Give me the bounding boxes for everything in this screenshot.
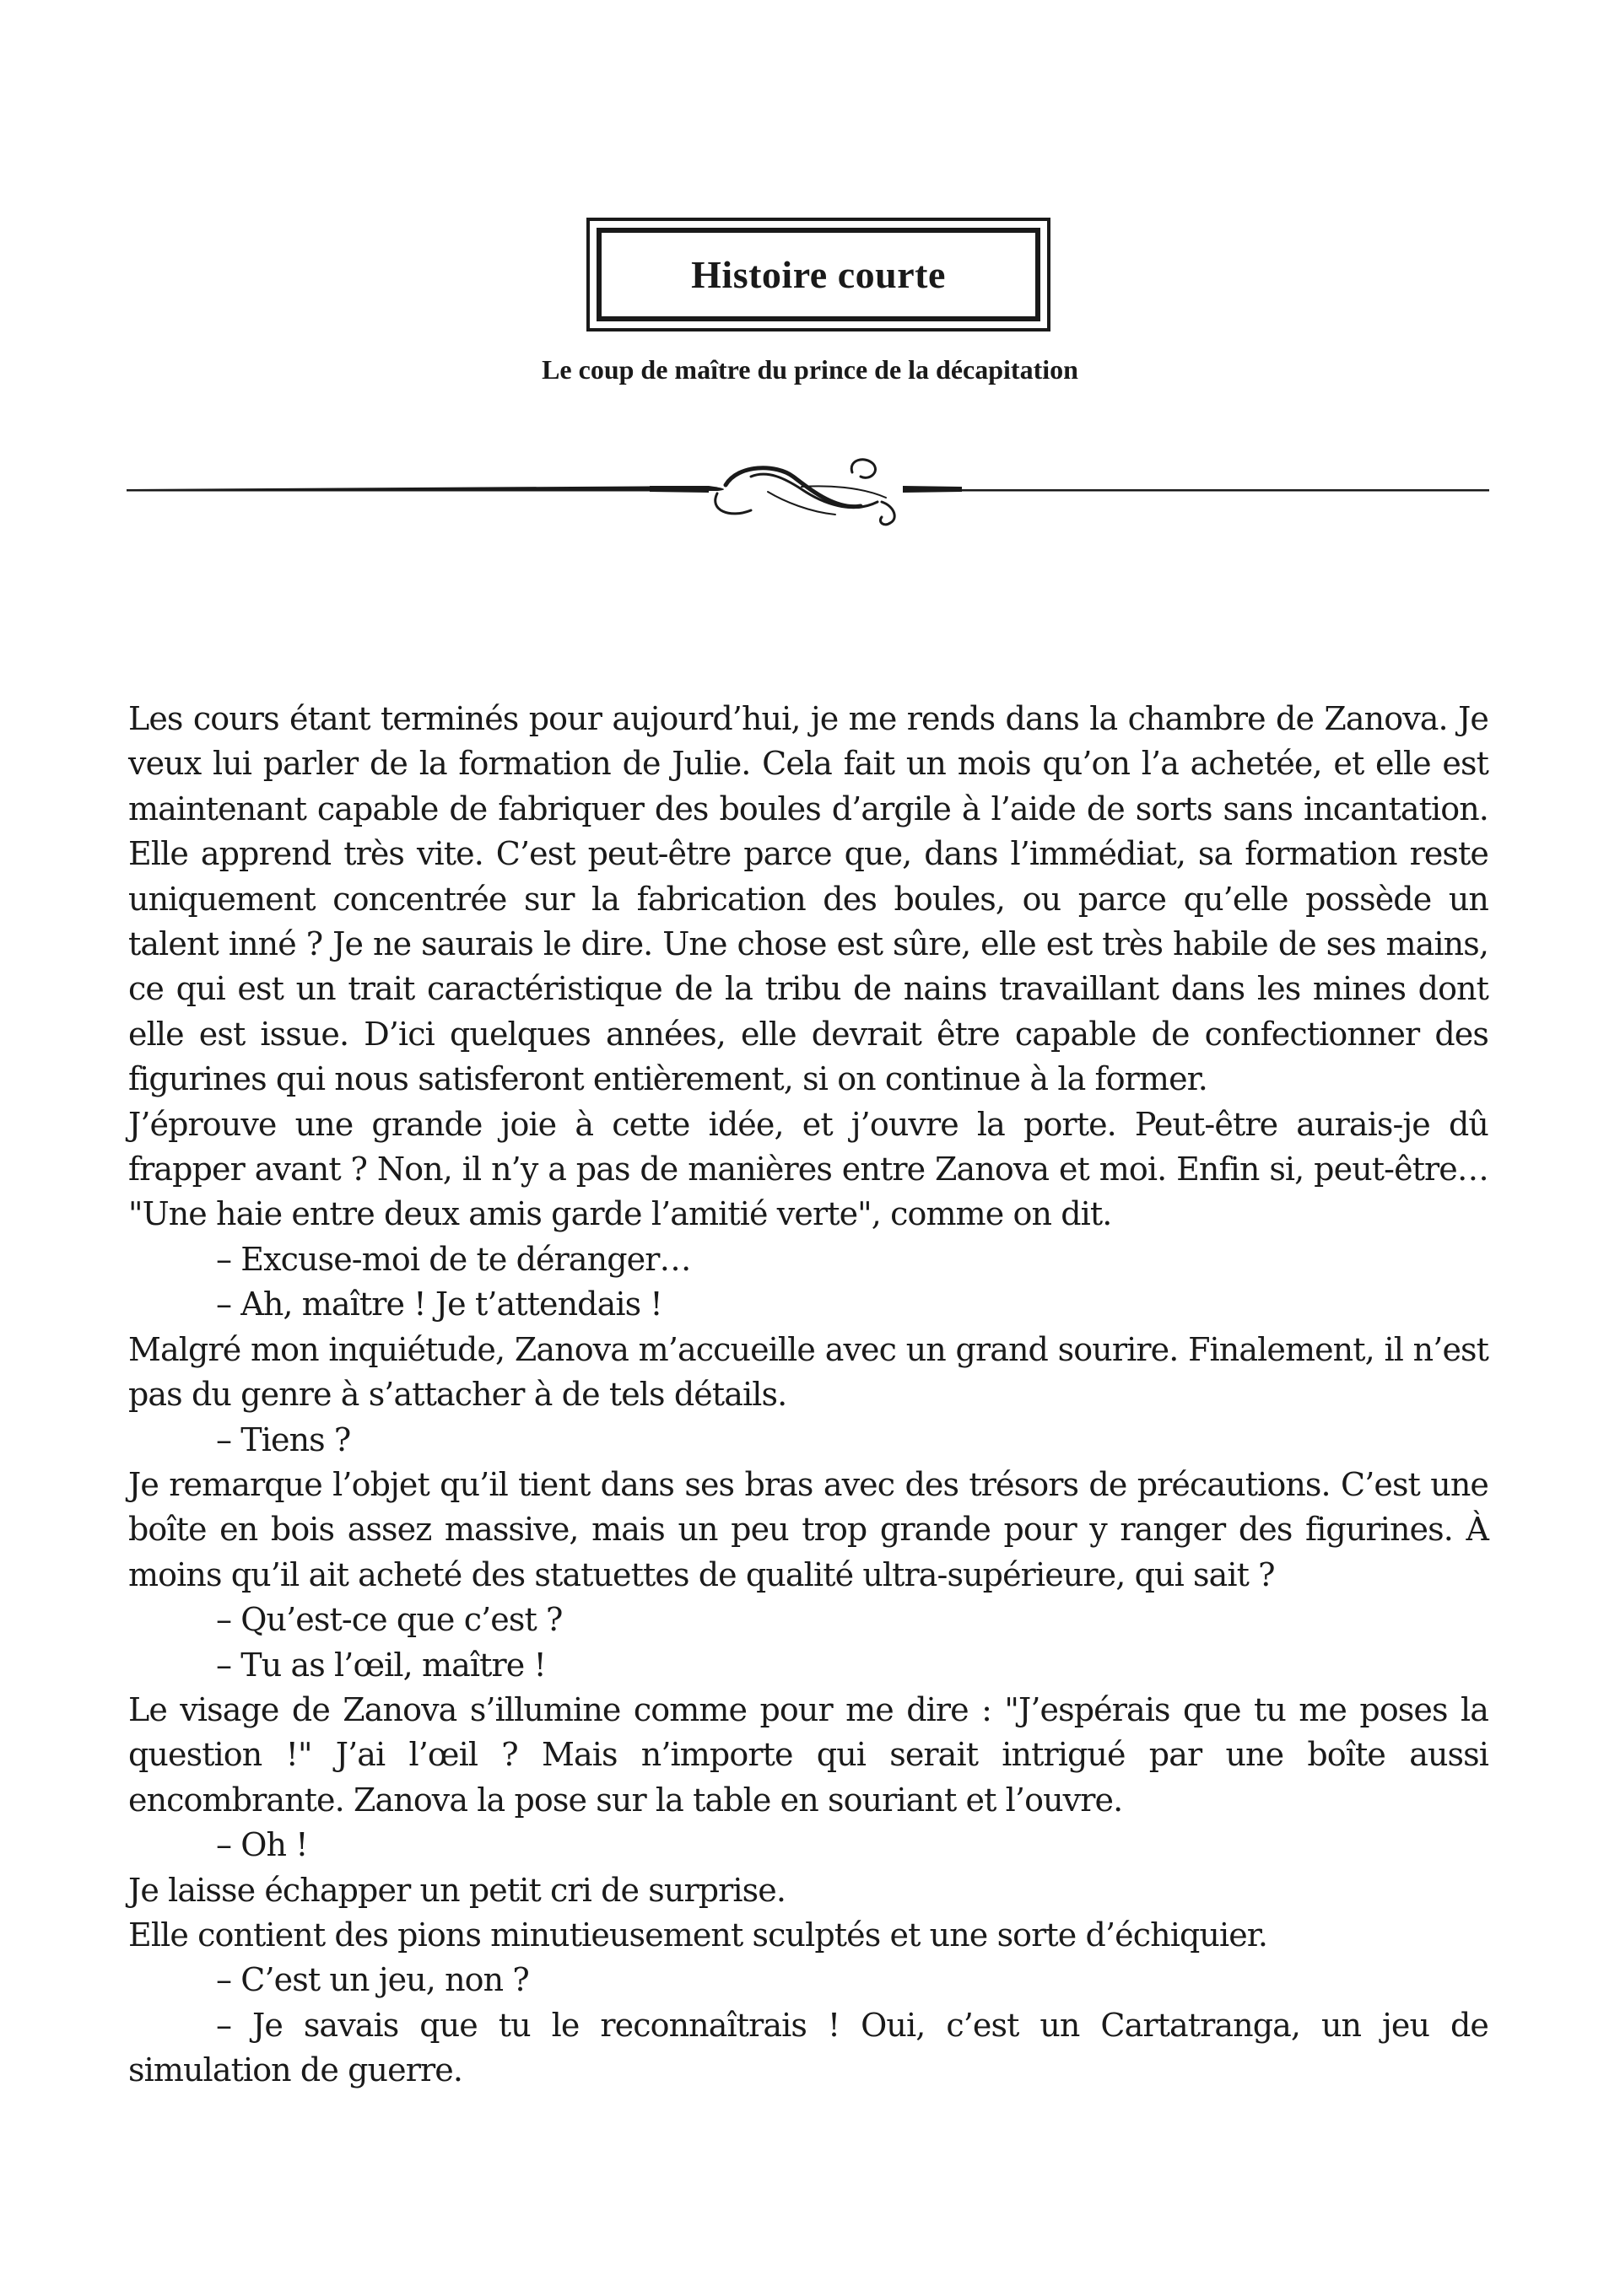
narration-paragraph: Les cours étant terminés pour aujourd’hui, je me rends dans la chambre de Zanova. Je veux lui parler de la formation de Julie. Cela fait un mois qu’on l’a achetée, et elle est maintenant capable de fabriquer des boules d’argile à l’aide de sorts sans incantation. Elle apprend très vite. C’est peut-être parce que, dans l’immédiat, sa formation reste uniquement concentrée sur la fabrication des boules, ou parce qu’elle possède un talent inné ? Je ne saurais le dire. Une chose est sûre, elle est très habile de ses mains, ce qui est un trait caractéristique de la tribu de nains travaillant dans les mines dont elle est issue. D’ici quelques années, elle devrait être capable de confectionner des figurines qui nous satisferont entièrement, si on continue à la former. [128, 700, 1488, 1098]
dialogue-line: – Excuse-moi de te déranger… [216, 1240, 691, 1278]
dialogue-line: – Tiens ? [216, 1420, 351, 1458]
dialogue-line: – Qu’est-ce que c’est ? [216, 1601, 563, 1639]
dialogue-line: – Je savais que tu le reconnaîtrais ! Oui, c’est un Cartatranga, un jeu de simulation de guerre. [128, 2006, 1488, 2089]
narration-paragraph: J’éprouve une grande joie à cette idée, et j’ouvre la porte. Peut-être aurais-je dû frapper avant ? Non, il n’y a pas de manières entre Zanova et moi. Enfin si, peut-être… "Une haie entre deux amis garde l’amitié verte", comme on dit. [128, 1105, 1488, 1233]
dialogue-line: – Ah, maître ! Je t’attendais ! [216, 1285, 662, 1323]
flourish-icon [716, 460, 894, 525]
title-frame [586, 218, 1050, 331]
story-body [128, 697, 1488, 2094]
page-title: Histoire courte [691, 253, 946, 296]
narration-paragraph: Le visage de Zanova s’illumine comme pour me dire : "J’espérais que tu me poses la question !" J’ai l’œil ? Mais n’importe qui serait intrigué par une boîte aussi encombrante. Zanova la pose sur la table en souriant et l’ouvre. [128, 1690, 1488, 1819]
narration-paragraph: Elle contient des pions minutieusement sculptés et une sorte d’échiquier. [128, 1916, 1268, 1954]
chapter-subtitle: Le coup de maître du prince de la décapitation [542, 354, 1078, 385]
narration-paragraph: Je remarque l’objet qu’il tient dans ses bras avec des trésors de précautions. C’est une boîte en bois assez massive, mais un peu trop grande pour y ranger des figurines. À moins qu’il ait acheté des statuettes de qualité ultra-supérieure, qui sait ? [128, 1465, 1488, 1593]
dialogue-line: – C’est un jeu, non ? [216, 1961, 529, 1999]
dialogue-line: – Oh ! [216, 1826, 308, 1864]
narration-paragraph: Malgré mon inquiétude, Zanova m’accueille avec un grand sourire. Finalement, il n’est pas du genre à s’attacher à de tels détails. [128, 1330, 1488, 1414]
title-frame-inner [597, 228, 1040, 321]
narration-paragraph: Je laisse échapper un petit cri de surprise. [128, 1871, 786, 1909]
dialogue-line: – Tu as l’œil, maître ! [216, 1646, 546, 1684]
ornamental-divider [127, 451, 1489, 544]
